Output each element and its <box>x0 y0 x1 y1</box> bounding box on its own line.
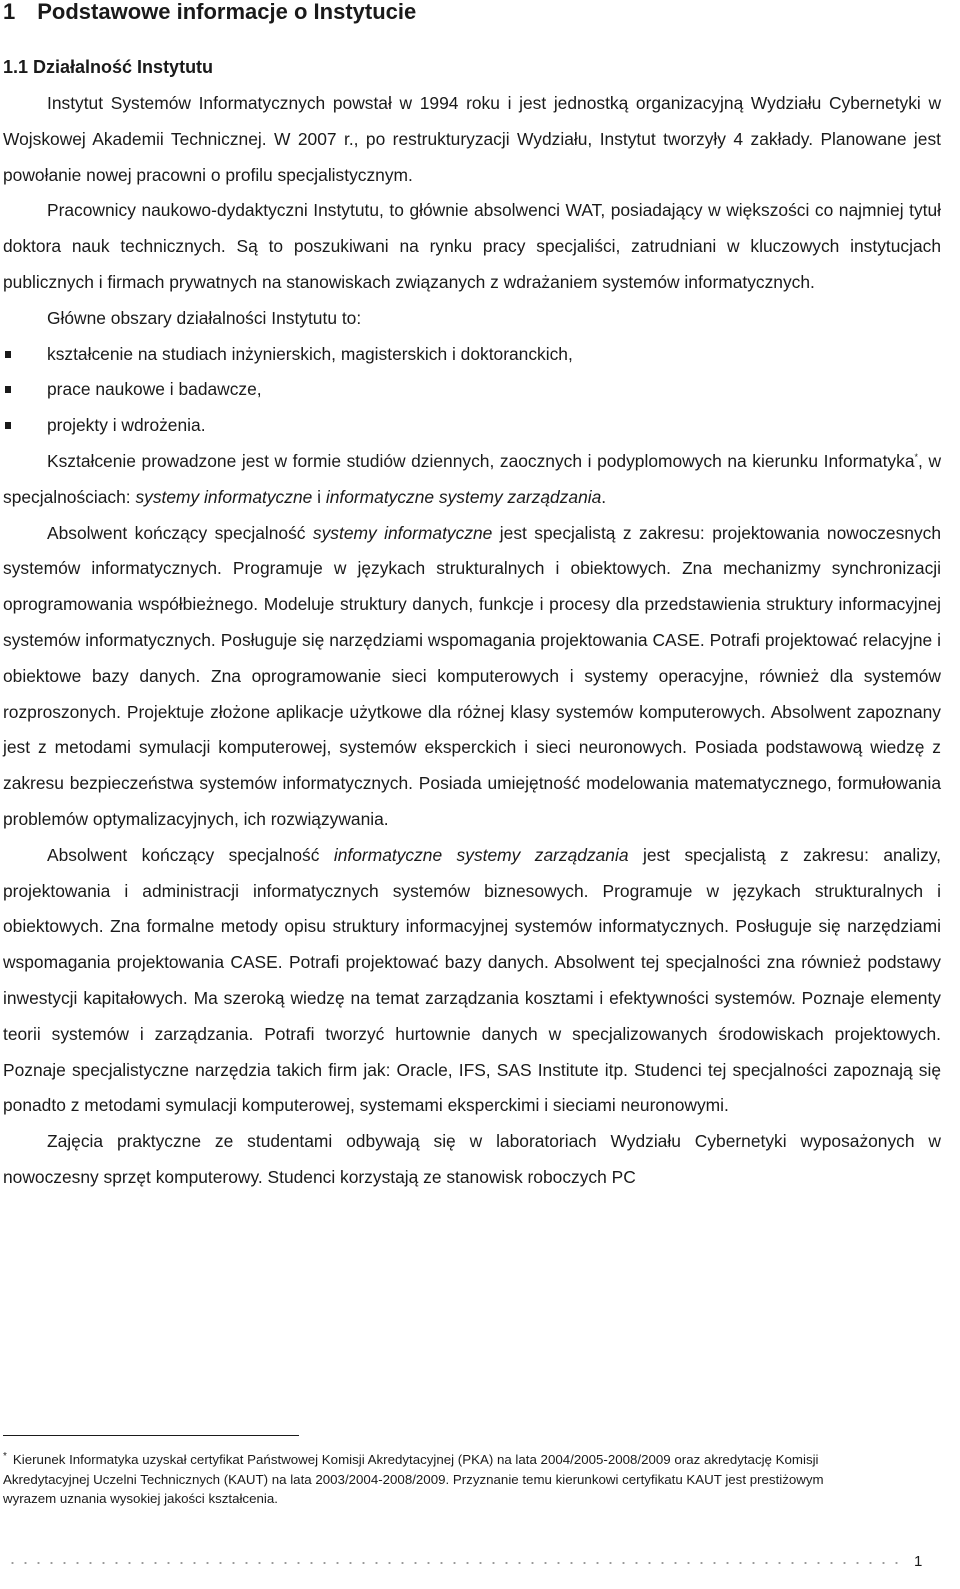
footnote-separator <box>3 1435 299 1436</box>
list-item-text: kształcenie na studiach inżynierskich, magisterskich i doktoranckich, <box>47 343 573 364</box>
text-run: jest specjalistą z zakresu: projektowania nowoczesnych systemów informatycznych. Programuje w językach strukturalnych i obiektowych. Zna mechanizmy synchronizacji oprogramowania współbieżnego. Modeluje struktury danych, funkcje i procesy dla przedstawienia struktury informacyjnej systemów informatycznych. Posługuje się narzędziami wspomagania projektowania CASE. Potrafi projektować relacyjne i obiektowe bazy danych. Zna oprogramowanie sieci komputerowych i systemy operacyjne, również dla systemów rozproszonych. Projektuje złożone aplikacje użytkowe dla różnej klasy systemów komputerowych. Absolwent zapoznany jest z metodami symulacji komputerowej, systemów eksperckich i sieci neuronowych. Posiada podstawową wiedzę z zakresu bezpieczeństwa systemów informatycznych. Posiada umiejętność modelowania matematycznego, formułowania problemów optymalizacyjnych, ich rozwiązywania. <box>3 522 942 829</box>
paragraph-labs: Zajęcia praktyczne ze studentami odbywają się w laboratoriach Wydziału Cybernetyki wyposażonych w nowoczesny sprzęt komputerowy. Studenci korzystają ze stanowisk roboczych PC <box>3 1131 941 1187</box>
specialization-name: informatyczne systemy zarządzania <box>333 844 629 865</box>
text-run: Absolwent kończący specjalność <box>47 522 313 543</box>
section-body <box>3 86 941 1196</box>
text-run: Absolwent kończący specjalność <box>47 844 334 865</box>
paragraph-education-forms <box>3 444 941 516</box>
paragraph-staff: Pracownicy naukowo-dydaktyczni Instytutu, to głównie absolwenci WAT, posiadający w większości co najmniej tytuł doktora nauk technicznych. Są to poszukiwani na rynku pracy specjaliści, zatrudniani w kluczowych instytucjach publicznych i firmach prywatnych na stanowiskach związanych z wdrażaniem systemów informatycznych. <box>3 200 941 292</box>
list-item <box>3 408 941 444</box>
chapter-heading <box>3 0 416 26</box>
chapter-title: Podstawowe informacje o Instytucie <box>37 0 417 24</box>
paragraph-graduate-isz <box>3 838 941 1124</box>
footnote-reference[interactable]: * <box>914 451 919 462</box>
specialization-name: informatyczne systemy zarządzania <box>325 486 602 507</box>
specialization-name: systemy informatyczne <box>312 522 493 543</box>
list-item-text: prace naukowe i badawcze, <box>47 379 262 400</box>
page-footer-dotted-line <box>6 1562 906 1564</box>
list-item-text: projekty i wdrożenia. <box>47 415 206 436</box>
text-run: Kształcenie prowadzone jest w formie studiów dziennych, zaocznych i podyplomowych na kierunku Informatyka <box>47 450 915 471</box>
text-run: i <box>312 486 326 507</box>
list-item <box>3 337 941 373</box>
text-run: , w specjalnościach: <box>3 450 941 507</box>
chapter-number: 1 <box>3 0 16 24</box>
paragraph-areas-intro: Główne obszary działalności Instytutu to: <box>47 307 362 328</box>
paragraph-history: Instytut Systemów Informatycznych powstał w 1994 roku i jest jednostką organizacyjną Wydziału Cybernetyki w Wojskowej Akademii Technicznej. W 2007 r., po restrukturyzacji Wydziału, Instytut tworzyły 4 zakłady. Planowane jest powołanie nowej pracowni o profilu specjalistycznym. <box>3 93 941 185</box>
paragraph-graduate-is <box>3 516 941 838</box>
square-bullet-icon <box>5 351 11 358</box>
section-heading: 1.1 Działalność Instytutu <box>3 57 214 77</box>
list-item <box>3 372 941 408</box>
text-run: . <box>601 486 607 507</box>
square-bullet-icon <box>5 422 11 429</box>
footnote-text: Kierunek Informatyka uzyskał certyfikat Państwowej Komisji Akredytacyjnej (PKA) na lata 2004/2005-2008/2009 oraz akredytację Komisji Akredytacyjnej Uczelni Technicznych (KAUT) na lata 2003/2004-2008/2009. Przyznanie temu kierunkowi certyfikatu KAUT jest prestiżowym wyrazem uznania wysokiej jakości kształcenia. <box>3 1452 824 1507</box>
page-number: 1 <box>914 1553 923 1570</box>
text-run: jest specjalistą z zakresu: analizy, projektowania i administracji informatycznych systemów biznesowych. Programuje w językach strukturalnych i obiektowych. Zna formalne metody opisu struktury informacyjnej systemów informatycznych. Posługuje się narzędziami wspomagania projektowania CASE. Potrafi projektować bazy danych. Absolwent tej specjalności zna również podstawy inwestycji kapitałowych. Ma szeroką wiedzę na temat zarządzania kosztami i efektywności systemów. Poznaje elementy teorii systemów i zarządzania. Potrafi tworzyć hurtownie danych w specjalizowanych środowiskach projektowych. Poznaje specjalistyczne narzędzia takich firm jak: Oracle, IFS, SAS Institute itp. Studenci tej specjalności zapoznają się ponadto z metodami symulacji komputerowej, systemami eksperckimi i sieciami neuronowymi. <box>3 844 942 1116</box>
activity-areas-list <box>3 337 941 444</box>
square-bullet-icon <box>5 386 11 393</box>
footnote <box>3 1447 873 1509</box>
specialization-name: systemy informatyczne <box>135 486 313 507</box>
footnote-mark: * <box>3 1451 7 1462</box>
